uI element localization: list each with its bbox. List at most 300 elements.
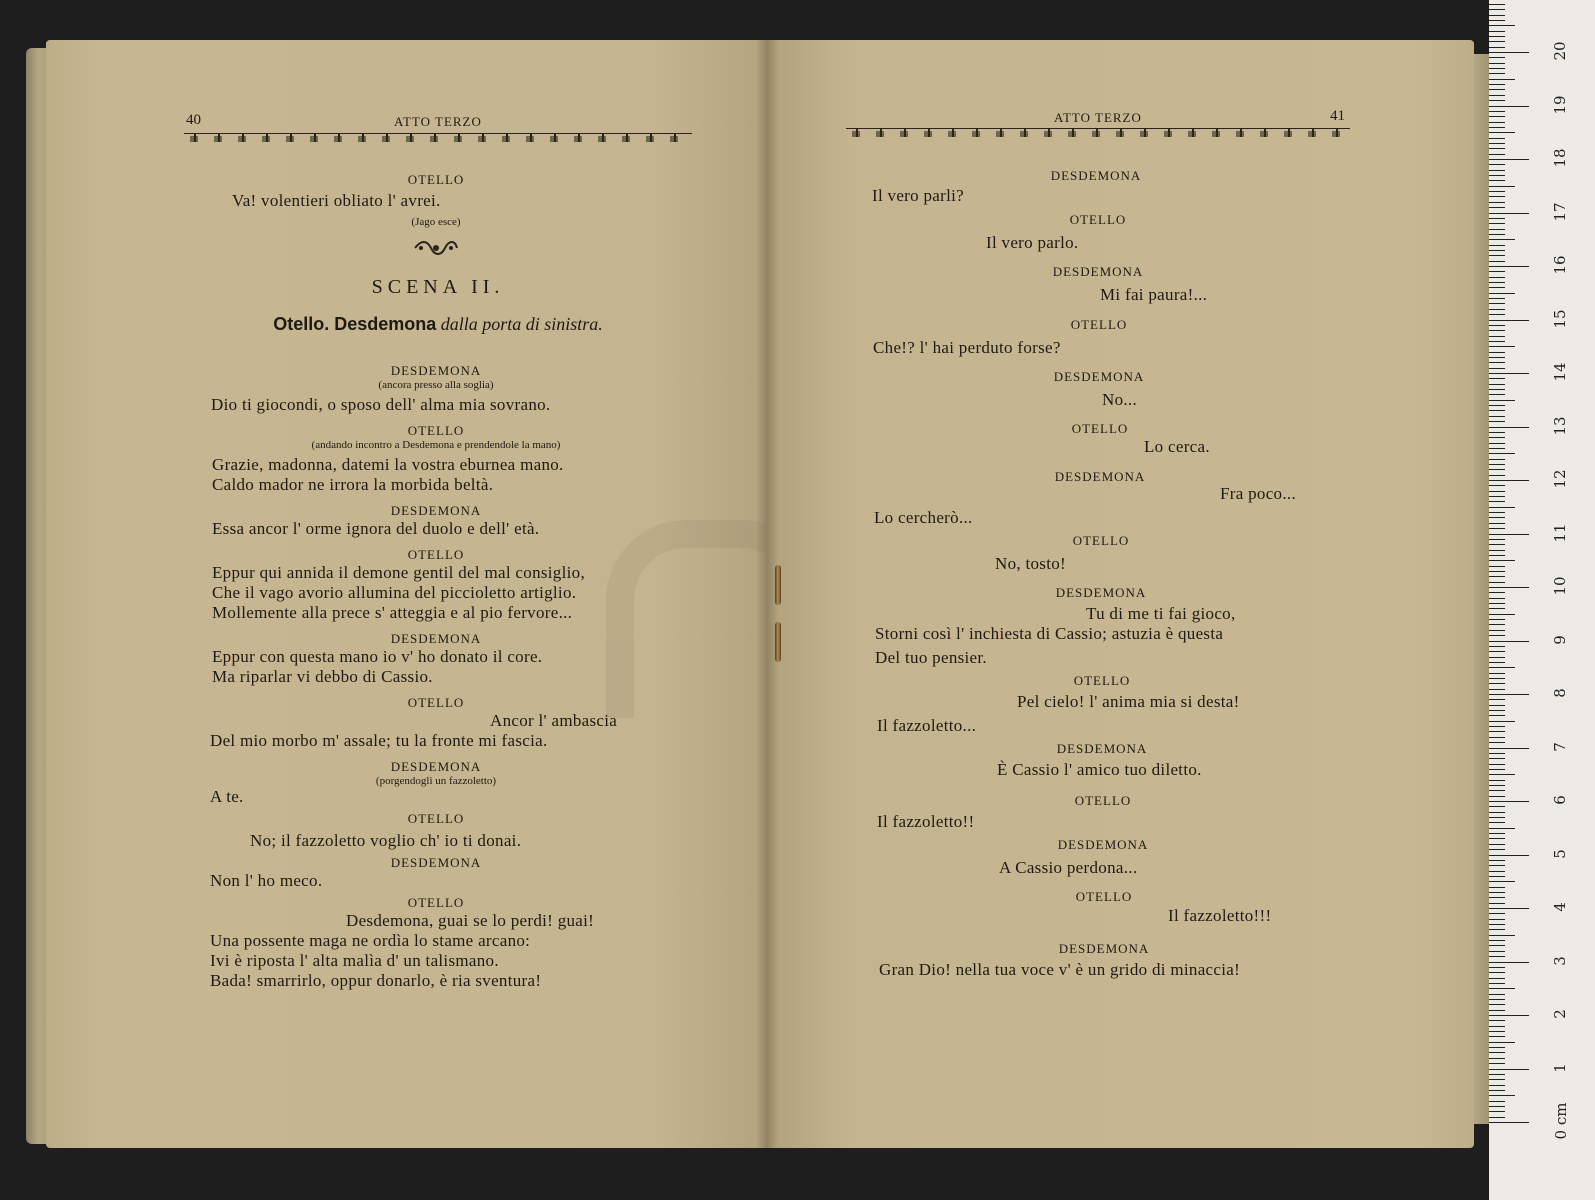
ruler-label: 3 <box>1551 955 1569 966</box>
ruler-tick <box>1489 239 1515 240</box>
ruler-tick <box>1489 903 1505 904</box>
ruler-tick <box>1489 448 1505 449</box>
ruler-tick <box>1489 967 1505 968</box>
verse-line: Il vero parlo. <box>986 233 1079 252</box>
ruler-tick <box>1489 887 1505 888</box>
ruler-tick <box>1489 908 1529 909</box>
ruler-tick <box>1489 737 1505 738</box>
running-head: ATTO TERZO <box>394 114 482 129</box>
ruler-tick <box>1489 715 1505 716</box>
ruler-tick <box>1489 148 1505 149</box>
binding-staple <box>775 565 781 605</box>
ruler-tick <box>1489 89 1505 90</box>
ruler-tick <box>1489 31 1505 32</box>
ruler-tick <box>1489 988 1515 989</box>
ornamental-border <box>184 133 692 148</box>
ruler-tick <box>1489 550 1505 551</box>
ruler-tick <box>1489 833 1505 834</box>
ruler-tick <box>1489 566 1505 567</box>
ruler-label: 17 <box>1551 201 1569 222</box>
ruler-tick <box>1489 443 1505 444</box>
ruler-tick <box>1489 52 1529 53</box>
ruler-tick <box>1489 47 1505 48</box>
ruler-label: 1 <box>1551 1062 1569 1073</box>
ruler-tick <box>1489 598 1505 599</box>
ruler-tick <box>1489 994 1505 995</box>
ruler-tick <box>1489 4 1505 5</box>
verse-line: Mi fai paura!... <box>1100 285 1208 304</box>
ruler-tick <box>1489 956 1505 957</box>
ruler-tick <box>1489 116 1505 117</box>
ruler-tick <box>1489 790 1505 791</box>
ruler-tick <box>1489 459 1505 460</box>
ruler-tick <box>1489 410 1505 411</box>
ruler-tick <box>1489 796 1505 797</box>
ruler-tick <box>1489 962 1529 963</box>
ruler-tick <box>1489 1101 1505 1102</box>
ruler-tick <box>1489 940 1505 941</box>
ruler-tick <box>1489 501 1505 502</box>
ruler-tick <box>1489 400 1515 401</box>
ruler-tick <box>1489 15 1505 16</box>
scene-title: SCENA II. <box>371 276 505 298</box>
ruler-tick <box>1489 608 1505 609</box>
ruler-tick <box>1489 871 1505 872</box>
ruler-tick <box>1489 63 1505 64</box>
ruler-tick <box>1489 1042 1515 1043</box>
ruler-tick <box>1489 528 1505 529</box>
ruler-label: 4 <box>1551 902 1569 912</box>
ruler-tick <box>1489 303 1505 304</box>
ruler-tick <box>1489 154 1505 155</box>
speaker-name: DESDEMONA <box>1056 741 1148 756</box>
speaker-name: DESDEMONA <box>390 855 482 870</box>
verse-line: Tu di me ti fai gioco, <box>1086 604 1236 623</box>
verse-line: No... <box>1102 390 1138 409</box>
ruler-tick <box>1489 855 1529 856</box>
speaker-name: OTELLO <box>407 547 465 562</box>
measuring-ruler <box>1489 0 1595 1200</box>
page-number: 41 <box>1330 108 1345 124</box>
ruler-tick <box>1489 352 1505 353</box>
ruler-tick <box>1489 127 1505 128</box>
ruler-tick <box>1489 892 1505 893</box>
verse-line: No, tosto! <box>995 554 1066 573</box>
verse-line: Che!? l' hai perduto forse? <box>873 338 1061 357</box>
running-head: ATTO TERZO <box>1054 110 1142 125</box>
ruler-label: 11 <box>1551 522 1569 543</box>
ruler-tick <box>1489 512 1505 513</box>
ruler-tick <box>1489 774 1515 775</box>
ruler-tick <box>1489 261 1505 262</box>
ruler-tick <box>1489 175 1505 176</box>
ruler-tick <box>1489 635 1505 636</box>
ruler-tick <box>1489 384 1505 385</box>
ruler-tick <box>1489 603 1505 604</box>
ruler-tick <box>1489 1031 1505 1032</box>
ruler-tick <box>1489 122 1505 123</box>
ruler-tick <box>1489 491 1505 492</box>
ruler-tick <box>1489 223 1505 224</box>
ruler-tick <box>1489 421 1505 422</box>
verse-line: Bada! smarrirlo, oppur donarlo, è ria sventura! <box>210 971 542 990</box>
ruler-tick <box>1489 325 1505 326</box>
verse-line: A te. <box>210 787 244 806</box>
speaker-name: DESDEMONA <box>390 363 482 378</box>
ruler-tick <box>1489 453 1515 454</box>
ruler-tick <box>1489 9 1505 10</box>
ruler-tick <box>1489 764 1505 765</box>
ruler-tick <box>1489 897 1505 898</box>
verse-line: Il vero parli? <box>872 186 964 205</box>
ruler-tick <box>1489 523 1505 524</box>
verse-line: Che il vago avorio allumina del piccioletto artiglio. <box>212 583 577 602</box>
ruler-tick <box>1489 357 1505 358</box>
ruler-tick <box>1489 36 1505 37</box>
ruler-tick <box>1489 1063 1505 1064</box>
ruler-tick <box>1489 1069 1529 1070</box>
ruler-tick <box>1489 822 1505 823</box>
speaker-name: OTELLO <box>1072 533 1130 548</box>
ruler-label: 0 cm <box>1552 1102 1570 1140</box>
speaker-name: DESDEMONA <box>1054 469 1146 484</box>
ruler-tick <box>1489 1004 1505 1005</box>
ruler-tick <box>1489 378 1505 379</box>
speaker-name: OTELLO <box>407 895 465 910</box>
ruler-label: 20 <box>1551 41 1569 61</box>
ruler-tick <box>1489 180 1505 181</box>
ruler-tick <box>1489 876 1505 877</box>
ruler-label: 5 <box>1551 848 1569 859</box>
ruler-tick <box>1489 1079 1505 1080</box>
ruler-tick <box>1489 582 1505 583</box>
verse-line: Storni così l' inchiesta di Cassio; astuzia è questa <box>875 624 1224 643</box>
ruler-tick <box>1489 576 1505 577</box>
scene-cast-names: Otello. Desdemona <box>273 314 437 334</box>
ruler-tick <box>1489 20 1505 21</box>
ruler-tick <box>1489 1052 1505 1053</box>
ruler-tick <box>1489 229 1505 230</box>
verse-line: Desdemona, guai se lo perdi! guai! <box>346 911 595 930</box>
ruler-tick <box>1489 362 1505 363</box>
ruler-tick <box>1489 57 1505 58</box>
ruler-tick <box>1489 1122 1529 1123</box>
ruler-tick <box>1489 277 1505 278</box>
verse-line: Ma riparlar vi debbo di Cassio. <box>212 667 433 686</box>
ruler-tick <box>1489 100 1505 101</box>
ruler-label: 16 <box>1551 255 1569 275</box>
ruler-tick <box>1489 662 1505 663</box>
ruler-tick <box>1489 742 1505 743</box>
speaker-name: DESDEMONA <box>1058 941 1150 956</box>
ruler-tick <box>1489 972 1505 973</box>
ruler-tick <box>1489 758 1505 759</box>
verse-line: Eppur qui annida il demone gentil del mal consiglio, <box>212 563 585 582</box>
ruler-tick <box>1489 978 1505 979</box>
verse-line: Va! volentieri obliato l' avrei. <box>232 191 441 210</box>
stage-direction: (ancora presso alla soglia) <box>378 379 494 391</box>
ruler-tick <box>1489 394 1505 395</box>
verse-line: Essa ancor l' orme ignora del duolo e dell' età. <box>212 519 540 538</box>
speaker-name: DESDEMONA <box>1050 168 1142 183</box>
ruler-tick <box>1489 651 1505 652</box>
ruler-tick <box>1489 555 1505 556</box>
ruler-tick <box>1489 250 1505 251</box>
speaker-name: DESDEMONA <box>1053 369 1145 384</box>
verse-line: Lo cercherò... <box>874 508 973 527</box>
ruler-tick <box>1489 507 1515 508</box>
verse-line: Del mio morbo m' assale; tu la fronte mi fascia. <box>210 731 548 750</box>
ruler-tick <box>1489 314 1505 315</box>
ruler-tick <box>1489 1058 1505 1059</box>
ruler-tick <box>1489 480 1529 481</box>
speaker-name: OTELLO <box>407 811 465 826</box>
ruler-tick <box>1489 95 1505 96</box>
stage-direction: (porgendogli un fazzoletto) <box>375 775 497 787</box>
ruler-tick <box>1489 186 1515 187</box>
scene-cast-direction: dalla porta di sinistra. <box>436 314 603 334</box>
ruler-tick <box>1489 817 1505 818</box>
speaker-name: DESDEMONA <box>1057 837 1149 852</box>
verse-line: Eppur con questa mano io v' ho donato il core. <box>212 647 543 666</box>
verse-line: Ivi è riposta l' alta malìa d' un talismano. <box>210 951 499 970</box>
ruler-tick <box>1489 427 1529 428</box>
ruler-tick <box>1489 191 1505 192</box>
ruler-tick <box>1489 475 1505 476</box>
verse-line: Gran Dio! nella tua voce v' è un grido di minaccia! <box>879 960 1241 979</box>
ruler-label: 7 <box>1551 741 1569 752</box>
ruler-label: 2 <box>1551 1009 1569 1019</box>
ruler-tick <box>1489 213 1529 214</box>
ruler-label: 18 <box>1551 148 1569 168</box>
stage-direction: (Jago esce) <box>411 216 461 228</box>
ruler-tick <box>1489 812 1505 813</box>
ruler-tick <box>1489 485 1505 486</box>
verse-line: Una possente maga ne ordìa lo stame arcano: <box>210 931 531 950</box>
ruler-tick <box>1489 1010 1505 1011</box>
ruler-tick <box>1489 73 1505 74</box>
ruler-label: 19 <box>1551 94 1569 115</box>
speaker-name: OTELLO <box>1069 212 1127 227</box>
verse-line: Il fazzoletto!! <box>877 812 975 831</box>
ruler-tick <box>1489 245 1505 246</box>
ruler-tick <box>1489 1015 1529 1016</box>
ruler-tick <box>1489 68 1505 69</box>
ruler-label: 8 <box>1551 688 1569 698</box>
ruler-tick <box>1489 710 1505 711</box>
ruler-tick <box>1489 534 1529 535</box>
ruler-tick <box>1489 881 1515 882</box>
ruler-tick <box>1489 346 1515 347</box>
ruler-tick <box>1489 368 1505 369</box>
ruler-tick <box>1489 464 1505 465</box>
ruler-tick <box>1489 106 1529 107</box>
ruler-tick <box>1489 780 1505 781</box>
speaker-name: OTELLO <box>407 695 465 710</box>
verse-line: Caldo mador ne irrora la morbida beltà. <box>212 475 494 494</box>
binding-staple <box>775 622 781 662</box>
ruler-tick <box>1489 287 1505 288</box>
ruler-tick <box>1489 929 1505 930</box>
speaker-name: DESDEMONA <box>1052 264 1144 279</box>
ruler-label: 6 <box>1551 795 1569 805</box>
ruler-tick <box>1489 1117 1505 1118</box>
ruler-tick <box>1489 592 1505 593</box>
ruler-tick <box>1489 726 1505 727</box>
ruler-tick <box>1489 801 1529 802</box>
ruler-tick <box>1489 683 1505 684</box>
ruler-tick <box>1489 111 1505 112</box>
verse-line: No; il fazzoletto voglio ch' io ti donai. <box>250 831 522 850</box>
ruler-tick <box>1489 207 1505 208</box>
ruler-tick <box>1489 667 1515 668</box>
ruler-tick <box>1489 748 1529 749</box>
ruler-tick <box>1489 849 1505 850</box>
ruler-tick <box>1489 469 1505 470</box>
speaker-name: OTELLO <box>407 172 465 187</box>
ruler-tick <box>1489 705 1505 706</box>
ruler-tick <box>1489 721 1515 722</box>
ruler-tick <box>1489 79 1515 80</box>
ruler-tick <box>1489 769 1505 770</box>
ruler-tick <box>1489 699 1505 700</box>
ruler-tick <box>1489 437 1505 438</box>
ruler-label: 9 <box>1551 634 1569 645</box>
ornamental-border <box>846 128 1350 143</box>
ruler-tick <box>1489 271 1505 272</box>
ruler-tick <box>1489 1085 1505 1086</box>
page-number: 40 <box>186 112 201 128</box>
ruler-tick <box>1489 641 1529 642</box>
ruler-tick <box>1489 544 1505 545</box>
speaker-name: OTELLO <box>407 423 465 438</box>
ruler-tick <box>1489 587 1529 588</box>
ruler-tick <box>1489 614 1515 615</box>
flourish-ornament <box>413 240 459 256</box>
ruler-tick <box>1489 298 1505 299</box>
speaker-name: OTELLO <box>1070 317 1128 332</box>
ruler-tick <box>1489 234 1505 235</box>
ruler-tick <box>1489 320 1529 321</box>
verse-line: Pel cielo! l' anima mia si desta! <box>1017 692 1240 711</box>
ruler-tick <box>1489 1074 1505 1075</box>
ruler-tick <box>1489 838 1505 839</box>
ruler-tick <box>1489 1020 1505 1021</box>
ruler-tick <box>1489 330 1505 331</box>
ruler-tick <box>1489 132 1515 133</box>
speaker-name: DESDEMONA <box>390 631 482 646</box>
ruler-label: 10 <box>1551 576 1569 596</box>
left-page <box>46 40 766 1148</box>
ruler-tick <box>1489 673 1505 674</box>
ruler-tick <box>1489 41 1505 42</box>
ruler-tick <box>1489 1095 1515 1096</box>
ruler-tick <box>1489 202 1505 203</box>
ruler-tick <box>1489 657 1505 658</box>
speaker-name: OTELLO <box>1075 889 1133 904</box>
ruler-tick <box>1489 496 1505 497</box>
ruler-tick <box>1489 138 1505 139</box>
ruler-tick <box>1489 935 1515 936</box>
verse-line: Del tuo pensier. <box>875 648 987 667</box>
speaker-name: DESDEMONA <box>390 503 482 518</box>
ruler-tick <box>1489 539 1505 540</box>
ruler-tick <box>1489 159 1529 160</box>
stage-direction: (andando incontro a Desdemona e prendendole la mano) <box>311 439 561 451</box>
verse-line: A Cassio perdona... <box>999 858 1138 877</box>
speaker-name: DESDEMONA <box>390 759 482 774</box>
ruler-tick <box>1489 619 1505 620</box>
ruler-tick <box>1489 84 1505 85</box>
ruler-tick <box>1489 630 1505 631</box>
ruler-tick <box>1489 416 1505 417</box>
scene-cast <box>273 314 603 335</box>
speaker-name: DESDEMONA <box>1055 585 1147 600</box>
speaker-name: OTELLO <box>1074 793 1132 808</box>
verse-line: Dio ti giocondi, o sposo dell' alma mia sovrano. <box>211 395 551 414</box>
ruler-tick <box>1489 828 1515 829</box>
ruler-tick <box>1489 341 1505 342</box>
ruler-tick <box>1489 689 1505 690</box>
verse-line: È Cassio l' amico tuo diletto. <box>997 760 1202 779</box>
verse-line: Lo cerca. <box>1144 437 1210 456</box>
verse-line: Mollemente alla prece s' atteggia e al pio fervore... <box>212 603 573 622</box>
ruler-tick <box>1489 218 1505 219</box>
ruler-tick <box>1489 753 1505 754</box>
ruler-tick <box>1489 1047 1505 1048</box>
ruler-label: 13 <box>1551 415 1569 436</box>
ruler-tick <box>1489 945 1505 946</box>
verse-line: Ancor l' ambascia <box>490 711 618 730</box>
ruler-tick <box>1489 860 1505 861</box>
ruler-tick <box>1489 432 1505 433</box>
ruler-tick <box>1489 571 1505 572</box>
ruler-tick <box>1489 731 1505 732</box>
ruler-tick <box>1489 844 1505 845</box>
ruler-tick <box>1489 405 1505 406</box>
speaker-name: OTELLO <box>1073 673 1131 688</box>
ruler-tick <box>1489 373 1529 374</box>
verse-line: Il fazzoletto!!! <box>1168 906 1272 925</box>
ruler-tick <box>1489 170 1505 171</box>
ruler-tick <box>1489 924 1505 925</box>
ruler-tick <box>1489 646 1505 647</box>
ruler-tick <box>1489 624 1505 625</box>
ruler-tick <box>1489 143 1505 144</box>
ruler-tick <box>1489 196 1505 197</box>
ruler-tick <box>1489 1106 1505 1107</box>
ruler-label: 12 <box>1551 469 1569 489</box>
ruler-tick <box>1489 1036 1505 1037</box>
verse-line: Fra poco... <box>1220 484 1297 503</box>
verse-line: Il fazzoletto... <box>877 716 977 735</box>
ruler-tick <box>1489 919 1505 920</box>
right-page <box>766 40 1474 1148</box>
ruler-tick <box>1489 266 1529 267</box>
ruler-label: 15 <box>1551 308 1569 329</box>
ruler-tick <box>1489 255 1505 256</box>
ruler-tick <box>1489 913 1505 914</box>
verse-line: Non l' ho meco. <box>210 871 323 890</box>
ruler-tick <box>1489 999 1505 1000</box>
ruler-tick <box>1489 694 1529 695</box>
ruler-tick <box>1489 560 1515 561</box>
open-book <box>26 40 1494 1152</box>
verse-line: Grazie, madonna, datemi la vostra eburnea mano. <box>212 455 564 474</box>
ruler-tick <box>1489 785 1505 786</box>
ruler-tick <box>1489 517 1505 518</box>
ruler-tick <box>1489 951 1505 952</box>
